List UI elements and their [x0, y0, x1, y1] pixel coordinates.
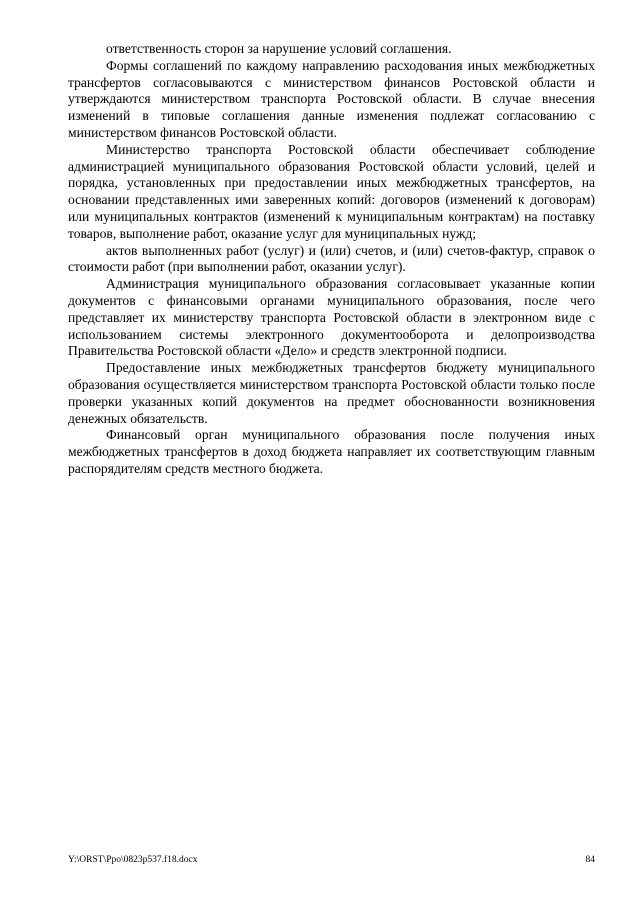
paragraph-7: Финансовый орган муниципального образования после получения иных межбюджетных трансфертов в доход бюджета направляет их соответствующим главным распорядителям средств местного бюджета. [68, 427, 595, 476]
footer-page-number: 84 [585, 855, 595, 865]
document-body [68, 41, 595, 478]
paragraph-3: Министерство транспорта Ростовской области обеспечивает соблюдение администрацией муниципального образования Ростовской области условий, целей и порядка, установленных при предоставлении иных межбюджетных трансфертов, на основании представленных ими заверенных копий: договоров (изменений к договорам) или муниципальных контрактов (изменений к муниципальным контрактам) на поставку товаров, выполнение работ, оказание услуг для муниципальных нужд; [68, 141, 595, 241]
paragraph-6: Предоставление иных межбюджетных трансфертов бюджету муниципального образования осуществляется министерством транспорта Ростовской области только после проверки указанных копий документов на предмет обоснованности возникновения денежных обязательств. [68, 360, 595, 426]
paragraph-1: ответственность сторон за нарушение условий соглашения. [106, 41, 452, 56]
footer-file-path: Y:\ORST\Ppo\0823p537.f18.docx [68, 855, 198, 865]
paragraph-4: актов выполненных работ (услуг) и (или) счетов, и (или) счетов-фактур, справок о стоимости работ (при выполнении работ, оказании услуг). [68, 242, 595, 275]
paragraph-5: Администрация муниципального образования согласовывает указанные копии документов с финансовыми органами муниципального образования, после чего представляет их министерству транспорта Ростовской области в электронном виде с использованием системы электронного документооборота и делопроизводства Правительства Ростовской области «Дело» и средств электронной подписи. [68, 276, 595, 359]
paragraph-2: Формы соглашений по каждому направлению расходования иных межбюджетных трансфертов согласовываются с министерством финансов Ростовской области и утверждаются министерством транспорта Ростовской области. В случае внесения изменений в типовые соглашения данные изменения подлежат согласованию с министерством финансов Ростовской области. [68, 57, 595, 140]
